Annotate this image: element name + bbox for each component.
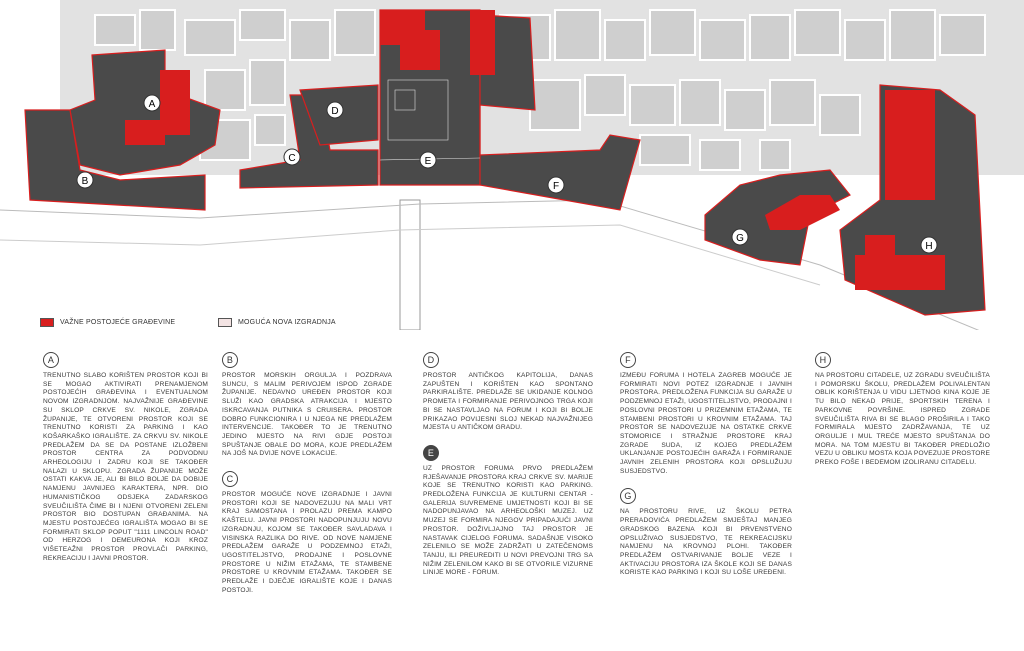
- section-h-text: NA PROSTORU CITADELE, UZ ZGRADU SVEUČILIŠTA I POMORSKU ŠKOLU, PREDLAŽEM POLIVALENTAN OBLIK KORIŠTENJA U VIDU LJETNOG KINA KOJE JE TU BILO NEKAD PRIJE, SPORTSKIH TERENA I PARKOVNE POVRŠINE. ISPRED ZGRADE SVEUČILIŠTA RIVA BI SE BLAGO PROŠIRILA I TAKO FORMIRALA MJESTO ZADRŽAVANJA, TE UZ ORGULJE I MUL TREĆE MJESTO SPUŠTANJA DO MORA. NA TOM MJESTU BI TAKOĐER PREDLOŽIO VEZU U OBLIKU MOSTA KOJA POVEZUJE PROSTORE PREKO FOŠE I BEDEMOM IZOLIRANU CITADELU.: [815, 372, 990, 467]
- section-c-badge: C: [222, 471, 238, 487]
- section-c: [222, 471, 392, 595]
- section-h-badge: H: [815, 352, 831, 368]
- section-a-badge: A: [43, 352, 59, 368]
- column-1: [43, 352, 208, 575]
- zone-label: H: [925, 241, 933, 252]
- zone-marker-h: [921, 237, 937, 253]
- zone-marker-b: [77, 172, 93, 188]
- legend-new: [218, 318, 336, 327]
- zone-label: D: [331, 106, 339, 117]
- section-e: [423, 445, 593, 578]
- section-d: [423, 352, 593, 433]
- section-a: [43, 352, 208, 563]
- section-g-badge: G: [620, 488, 636, 504]
- legend-new-label: MOGUĆA NOVA IZGRADNJA: [238, 319, 336, 326]
- section-f: [620, 352, 792, 476]
- column-2: [222, 352, 392, 607]
- section-g: [620, 488, 792, 578]
- zone-marker-e: [420, 152, 436, 168]
- column-4: [620, 352, 792, 590]
- section-b-badge: B: [222, 352, 238, 368]
- section-e-text: UZ PROSTOR FORUMA PRVO PREDLAŽEM RJEŠAVANJE PROSTORA KRAJ CRKVE SV. MARIJE KOJE SE TRENUTNO KORISTI KAO PARKING. PREDLOŽENA FUNKCIJA JE KULTURNI CENTAR - GALERIJA SUVREMENE UMJETNOSTI KOJI BI SE NADOPUNJAVAO NA ARHEOLOŠKI MUZEJ. UZ MUZEJ SE FORMIRA NJEGOV PRIPADAJUĆI JAVNI PROSTOR. DOŽIVLJAJNO TAJ PROSTOR JE NASTAVAK CIJELOG FORUMA. SADAŠNJE VISOKO ZELENILO SE MOŽE ZADRŽATI U ZATEČENOMS TANJU, ILI PREUREDITI U NOVI PREVOJNI TRG SA NIŽIM ZELENILOM KAKO BI SE OTVORILE VIZURNE LINIJE MORE - FORUM.: [423, 464, 593, 577]
- column-5: [815, 352, 990, 480]
- zone-marker-g: [732, 229, 748, 245]
- waterfront-road: [0, 195, 990, 330]
- legend-existing-label: VAŽNE POSTOJEĆE GRAĐEVINE: [60, 319, 176, 326]
- legend-existing-swatch: [40, 318, 54, 327]
- section-b-text: PROSTOR MORSKIH ORGULJA I POZDRAVA SUNCU, S MALIM PERIVOJEM ISPOD ZGRADE ŽUPANIJE. NEDAVNO UREĐEN PROSTOR KOJI SLUŽI KAO GRADSKA ATRAKCIJA I MJESTO ISKRCAVANJA PUTNIKA S CRUISERA. PROSTOR DOBRO FUNKCIONIRA I U NJEGA NE PREDLAŽEM INTERVENCIJE. TAKOĐER TO JE TRENUTNO JEDINO MJESTO NA RIVI GDJE POSTOJI SPUŠTANJE OBALE DO MORA, KOJE PREDLAŽEM NA JOŠ NA DVIJE NOVE LOKACIJE.: [222, 372, 392, 458]
- pier: [400, 200, 420, 330]
- legend-new-swatch: [218, 318, 232, 327]
- section-d-text: PROSTOR ANTIČKOG KAPITOLIJA, DANAS ZAPUŠTEN I KORIŠTEN KAO SPONTANO PARKIRALIŠTE. PREDLAŽE SE UKIDANJE KOLNOG PROMETA I FORMIRANJE PERIVOJNOG TRGA KOJI BI SE NASTAVLJAO NA FORUM I KOJI BI BOLJE PRIKAZAO POVIJESNI SLOJ NEKAD NAJVAŽNIJEG MJESTA U ANTIČKOM GRADU.: [423, 372, 593, 432]
- section-b: [222, 352, 392, 459]
- section-e-badge: E: [423, 445, 439, 461]
- legend-existing: [40, 318, 175, 327]
- zone-label: B: [81, 176, 89, 187]
- zone-label: C: [288, 153, 296, 164]
- zone-label: G: [736, 233, 744, 244]
- section-h: [815, 352, 990, 468]
- zone-marker-a: [144, 95, 160, 111]
- zone-label: F: [552, 181, 560, 192]
- zone-label: E: [424, 156, 432, 167]
- zone-marker-d: [327, 102, 343, 118]
- column-3: [423, 352, 593, 590]
- section-f-badge: F: [620, 352, 636, 368]
- zone-label: A: [148, 99, 156, 110]
- zone-marker-f: [548, 177, 564, 193]
- section-a-text: TRENUTNO SLABO KORIŠTEN PROSTOR KOJI BI SE MOGAO AKTIVIRATI PRENAMJENOM POSTOJEĆIH GRAĐEVINA I EVENTUALNOM NOVOM IZGRADNJOM. NAJVAŽNIJE GRAĐEVINE SU SKLOP CRKVE SV. NIKOLE, ZGRADA ŽUPANIJE, TE OTVORENI PROSTOR KOJI SE TRENUTNO KORISTI ZA PARKING I KAO KOŠARKAŠKO IGRALIŠTE. ZA CRKVU SV. NIKOLE PREDLAŽEM DA SE DA POSTANE IZLOŽBENI PROSTOR CENTRA ZA PODVODNU ARHEOLOGIJU I ZADRU KOJI SE TAKOĐER NALAZI U SKLOPU. ZGRADA ŽUPANIJE MOŽE OSTATI KAKVA JE, ALI BI BILO BOLJE DA DOBIJE NAMJENU JAVNIJEG KARAKTERA, NPR. DIO HUMANISTIČKOG ODSJEKA ZADARSKOG SVEUČILIŠTA ČIME BI I NJENI OTVORENI ZELENI PROSTOR BIO DOSTUPAN GRAĐANIMA. NA MJESTU POSTOJEĆEG IGRALIŠTA MOGAO BI SE FORMIRATI SKLOP POPUT "1111 LINCOLN ROAD" OD HERZOG I DEMEURONA KOJI KROZ VIŠETEAŽNI PROSTOR PROVLAČI PARKING, REKREACIJU I JAVNI PROSTOR.: [43, 372, 208, 562]
- zone-marker-c: [284, 149, 300, 165]
- section-g-text: NA PROSTORU RIVE, UZ ŠKOLU PETRA PRERADOVIĆA PREDLAŽEM SMJEŠTAJ MANJEG GRADSKOG BAZENA KOJI BI PRVENSTVENO OPSLUŽIVAO SUSJEDSTVO, TE REKREACIJSKU NAMJENU NA KROVNOJ PLOHI. TAKOĐER PREDLAŽEM OSTVARIVANJE BOLJE VEZE I AKTIVACIJU PROSTORA IZA ŠKOLE KOJI SE DANAS KORISTE KAO PARKING I KOJI SU LOŠE UREĐENI.: [620, 508, 792, 577]
- section-f-text: IZMEĐU FORUMA I HOTELA ZAGREB MOGUĆE JE FORMIRATI NOVI POTEZ IZGRADNJE I JAVNIH PROSTORA. PREDLOŽENA FUNKCIJA SU GARAŽE U PODZEMNOJ ETAŽI, UGOSTITELJSTVO, PRODAJNI I POSLOVNI PROSTORI U PRIZEMNIM ETAŽAMA, TE STAMBENI PROSTORI U KROVNIM ETAŽAMA. TAJ PROSTOR SE NADOVEZUJE NA OSTATKE CRKVE STOMORICE I STRAŽNJE PROSTORE KRAJ ZGRADE SUDA, IZ KOJEG PREDLAŽEM UKLANJANJE POSTOJEĆIH GARAŽA I FORMIRANJE JAVNIH ZELENIH PROSTORA KOJI OPSLUŽUJU SUSJEDSTVO.: [620, 372, 792, 475]
- section-c-text: PROSTOR MOGUĆE NOVE IZGRADNJE I JAVNI PROSTORI KOJI SE NADOVEZUJU NA MALI VRT KRAJ SAMOSTANA I PROLAZU PREMA KAMPO KAŠTELU. JAVNI PROSTORI NADOPUNJUJU NOVU IZGRADNJU, KOJOM SE TAKOĐER SAVLADAVA I VISINSKA RAZLIKA DO RIVE. OD NOVE NAMJENE PREDLAŽEM GARAŽE U PODZEMNOJ ETAŽI, UGOSTITELJSTVO, PRODAJNE I POSLOVNE PROSTORE U NIŽIM ETAŽAMA, TE STAMBENE PROSTORE U KROVNIM ETAŽAMA. TAKOĐER SE PREDLAŽE I DJEČJE IGRALIŠTE KOJE I DANAS POSTOJI.: [222, 491, 392, 594]
- section-d-badge: D: [423, 352, 439, 368]
